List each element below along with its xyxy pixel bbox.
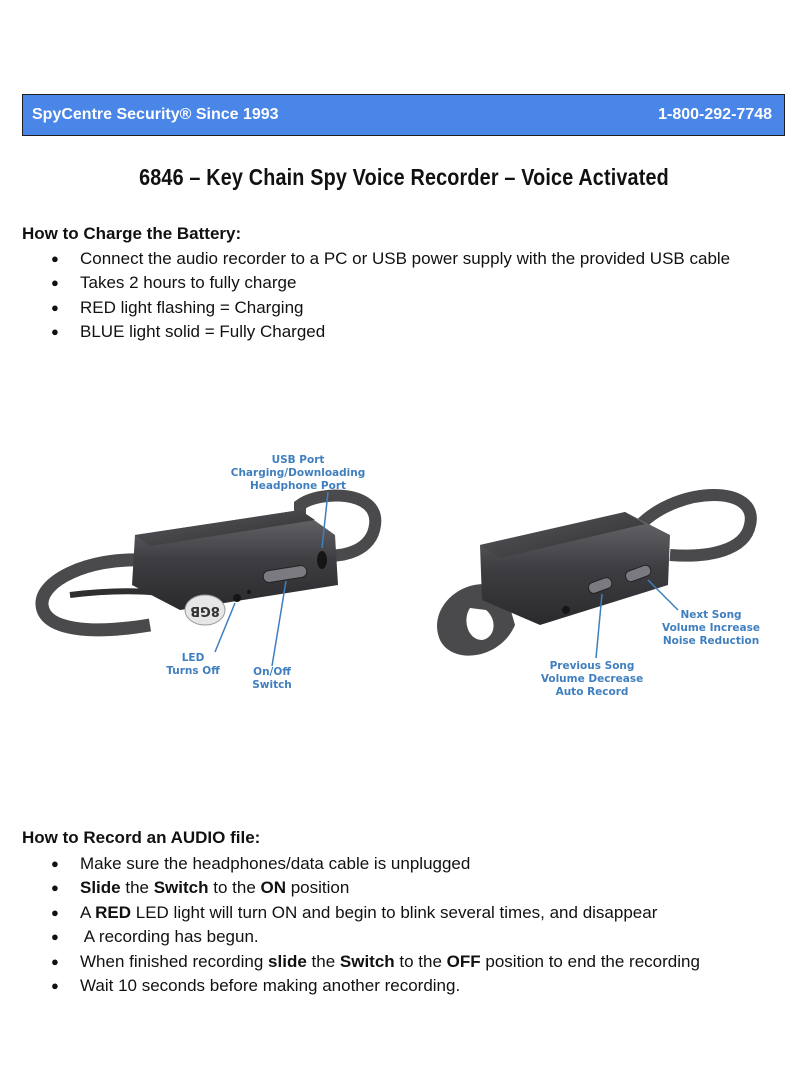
bullet-icon: ● bbox=[51, 953, 59, 969]
list-item: ● A RED LED light will turn ON and begin to blink several times, and disappear bbox=[0, 901, 700, 925]
list-item: ● Connect the audio recorder to a PC or USB power supply with the provided USB cable bbox=[0, 247, 730, 271]
callout-volume-decrease: Volume Decrease bbox=[540, 673, 644, 685]
header-banner bbox=[22, 94, 785, 136]
callout-on-off: On/Off bbox=[253, 666, 291, 678]
charge-heading: How to Charge the Battery: bbox=[22, 224, 242, 243]
callout-noise-reduction: Noise Reduction bbox=[662, 635, 760, 647]
callout-charging: Charging/Downloading bbox=[230, 467, 366, 479]
callout-usb-port: USB Port bbox=[271, 454, 325, 466]
record-list bbox=[0, 852, 700, 998]
callout-headphone: Headphone Port bbox=[249, 480, 347, 492]
company-name: SpyCentre Security® Since 1993 bbox=[32, 106, 279, 123]
callout-volume-increase: Volume Increase bbox=[662, 622, 760, 634]
bullet-icon: ● bbox=[51, 904, 59, 920]
callout-previous-song: Previous Song bbox=[549, 660, 635, 672]
bullet-icon: ● bbox=[51, 856, 59, 871]
list-item: ● A recording has begun. bbox=[0, 925, 700, 949]
list-item: ● Wait 10 seconds before making another recording. bbox=[0, 974, 700, 998]
callout-switch: Switch bbox=[252, 679, 292, 691]
phone-number: 1-800-292-7748 bbox=[658, 106, 772, 123]
callout-led: LED bbox=[181, 652, 205, 664]
list-item: ● RED light flashing = Charging bbox=[0, 296, 730, 320]
callout-next-song: Next Song bbox=[680, 609, 742, 621]
bullet-icon: ● bbox=[51, 929, 59, 945]
charge-list bbox=[0, 247, 730, 345]
list-item: ● Make sure the headphones/data cable is unplugged bbox=[0, 852, 700, 876]
bullet-icon: ● bbox=[51, 299, 59, 315]
list-item: ● Takes 2 hours to fully charge bbox=[0, 271, 730, 295]
list-item: ● BLUE light solid = Fully Charged bbox=[0, 320, 730, 344]
bullet-icon: ● bbox=[51, 977, 59, 993]
memory-badge-label: 8GB bbox=[190, 603, 220, 618]
list-item: ● Slide the Switch to the ON position bbox=[0, 876, 700, 900]
list-item: ● When finished recording slide the Switch to the OFF position to end the recording bbox=[0, 950, 700, 974]
page-title: 6846 – Key Chain Spy Voice Recorder – Voice Activated bbox=[139, 164, 669, 190]
led-light bbox=[233, 594, 241, 602]
record-heading: How to Record an AUDIO file: bbox=[22, 828, 261, 847]
usb-port bbox=[317, 551, 327, 569]
bullet-icon: ● bbox=[51, 324, 59, 340]
callout-turns-off: Turns Off bbox=[166, 665, 220, 677]
bullet-icon: ● bbox=[51, 880, 59, 896]
bullet-icon: ● bbox=[51, 251, 59, 266]
product-figure bbox=[0, 440, 808, 720]
callout-auto-record: Auto Record bbox=[555, 686, 629, 698]
bullet-icon: ● bbox=[51, 275, 59, 291]
